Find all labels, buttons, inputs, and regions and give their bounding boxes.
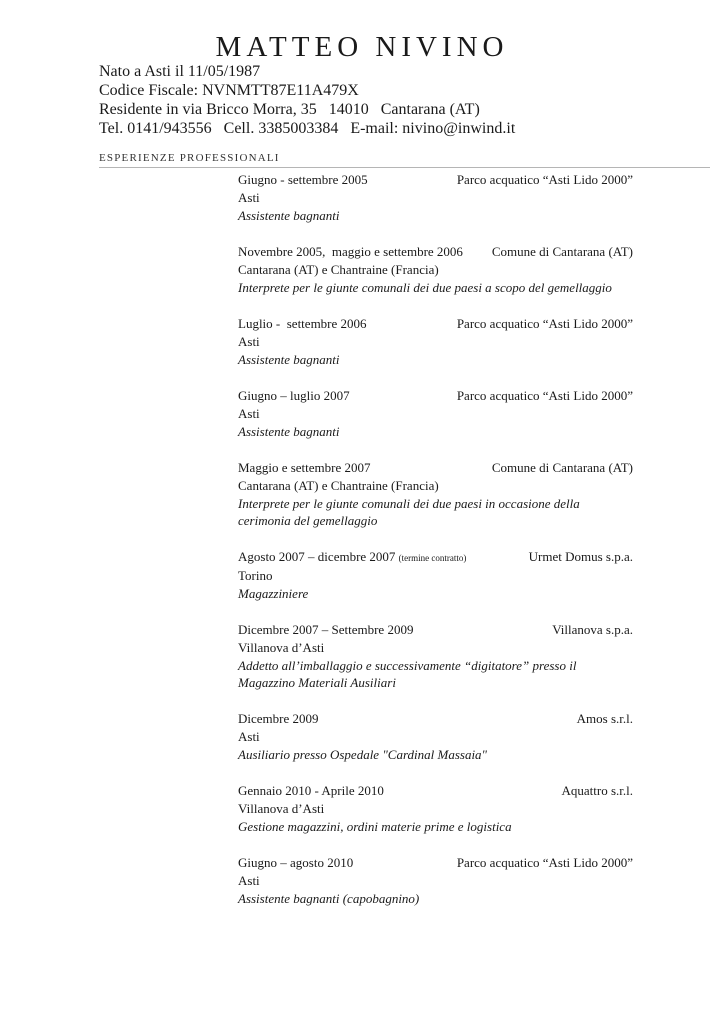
entry-employer: Aquattro s.r.l.: [561, 783, 633, 798]
entry-period-wrap: [238, 315, 367, 333]
experience-entry: [238, 621, 633, 691]
entry-role: Assistente bagnanti (capobagnino): [238, 891, 420, 906]
experience-entry: [238, 782, 633, 835]
entry-location: Asti: [238, 190, 260, 205]
entry-location: Asti: [238, 873, 260, 888]
tax-code: Codice Fiscale: NVNMTT87E11A479X: [99, 82, 359, 99]
entry-header-row: [238, 548, 633, 567]
entry-location: Villanova d’Asti: [238, 640, 325, 655]
experience-entry: [238, 459, 633, 529]
entry-period: Novembre 2005, maggio e settembre 2006: [238, 244, 463, 259]
entry-role: Interprete per le giunte comunali dei due paesi in occasione della cerimonia del gemellaggio: [238, 496, 580, 528]
experience-list: [238, 171, 633, 926]
entry-employer: Urmet Domus s.p.a.: [528, 549, 633, 564]
entry-period-wrap: [238, 387, 350, 405]
entry-location: Villanova d’Asti: [238, 801, 325, 816]
entry-role: Assistente bagnanti: [238, 424, 340, 439]
entry-period-wrap: [238, 710, 319, 728]
entry-header-row: [238, 171, 633, 189]
entry-employer: Villanova s.p.a.: [552, 622, 633, 637]
entry-employer: Parco acquatico “Asti Lido 2000”: [456, 855, 633, 870]
entry-period: Maggio e settembre 2007: [238, 460, 371, 475]
entry-employer: Comune di Cantarana (AT): [491, 244, 633, 259]
personal-info: [99, 62, 515, 138]
entry-role: Addetto all’imballaggio e successivamente “digitatore” presso il Magazzino Materiali Ausiliari: [238, 658, 577, 690]
entry-period-wrap: [238, 548, 466, 567]
entry-header-row: [238, 621, 633, 639]
cv-name: MATTEO NIVINO: [215, 31, 509, 63]
entry-period-wrap: [238, 171, 368, 189]
entry-period: Dicembre 2007 – Settembre 2009: [238, 622, 414, 637]
entry-period: Luglio - settembre 2006: [238, 316, 367, 331]
entry-location: Cantarana (AT) e Chantraine (Francia): [238, 478, 439, 493]
entry-note: (termine contratto): [398, 553, 467, 563]
entry-header-row: [238, 782, 633, 800]
entry-role: Assistente bagnanti: [238, 352, 340, 367]
entry-period: Agosto 2007 – dicembre 2007: [238, 549, 396, 564]
section-divider: [99, 167, 710, 168]
experience-entry: [238, 548, 633, 602]
entry-role: Assistente bagnanti: [238, 208, 340, 223]
section-title: ESPERIENZE PROFESSIONALI: [99, 152, 280, 164]
entry-header-row: [238, 243, 633, 261]
entry-role: Interprete per le giunte comunali dei due paesi a scopo del gemellaggio: [238, 280, 612, 295]
entry-period: Giugno – agosto 2010: [238, 855, 354, 870]
experience-entry: [238, 315, 633, 368]
experience-entry: [238, 243, 633, 296]
entry-location: Torino: [238, 568, 273, 583]
entry-role: Ausiliario presso Ospedale "Cardinal Massaia": [238, 747, 488, 762]
entry-period: Gennaio 2010 - Aprile 2010: [238, 783, 384, 798]
birth-info: Nato a Asti il 11/05/1987: [99, 63, 261, 80]
entry-period: Giugno – luglio 2007: [238, 388, 350, 403]
entry-location: Asti: [238, 334, 260, 349]
entry-location: Asti: [238, 729, 260, 744]
entry-header-row: [238, 710, 633, 728]
entry-role: Magazziniere: [238, 586, 309, 601]
entry-employer: Parco acquatico “Asti Lido 2000”: [456, 316, 633, 331]
contacts: Tel. 0141/943556 Cell. 3385003384 E-mail: nivino@inwind.it: [99, 120, 516, 137]
entry-employer: Parco acquatico “Asti Lido 2000”: [456, 388, 633, 403]
entry-period-wrap: [238, 854, 353, 872]
experience-entry: [238, 171, 633, 224]
entry-period: Dicembre 2009: [238, 711, 319, 726]
entry-period-wrap: [238, 243, 463, 261]
entry-header-row: [238, 315, 633, 333]
entry-header-row: [238, 854, 633, 872]
entry-employer: Amos s.r.l.: [576, 711, 633, 726]
entry-employer: Parco acquatico “Asti Lido 2000”: [456, 172, 633, 187]
experience-entry: [238, 854, 633, 907]
experience-entry: [238, 710, 633, 763]
entry-period: Giugno - settembre 2005: [238, 172, 368, 187]
entry-period-wrap: [238, 621, 413, 639]
entry-location: Asti: [238, 406, 260, 421]
entry-period-wrap: [238, 782, 384, 800]
entry-employer: Comune di Cantarana (AT): [491, 460, 633, 475]
address: Residente in via Bricco Morra, 35 14010 Cantarana (AT): [99, 101, 480, 118]
entry-header-row: [238, 387, 633, 405]
entry-period-wrap: [238, 459, 371, 477]
experience-entry: [238, 387, 633, 440]
entry-header-row: [238, 459, 633, 477]
entry-location: Cantarana (AT) e Chantraine (Francia): [238, 262, 439, 277]
entry-role: Gestione magazzini, ordini materie prime e logistica: [238, 819, 512, 834]
